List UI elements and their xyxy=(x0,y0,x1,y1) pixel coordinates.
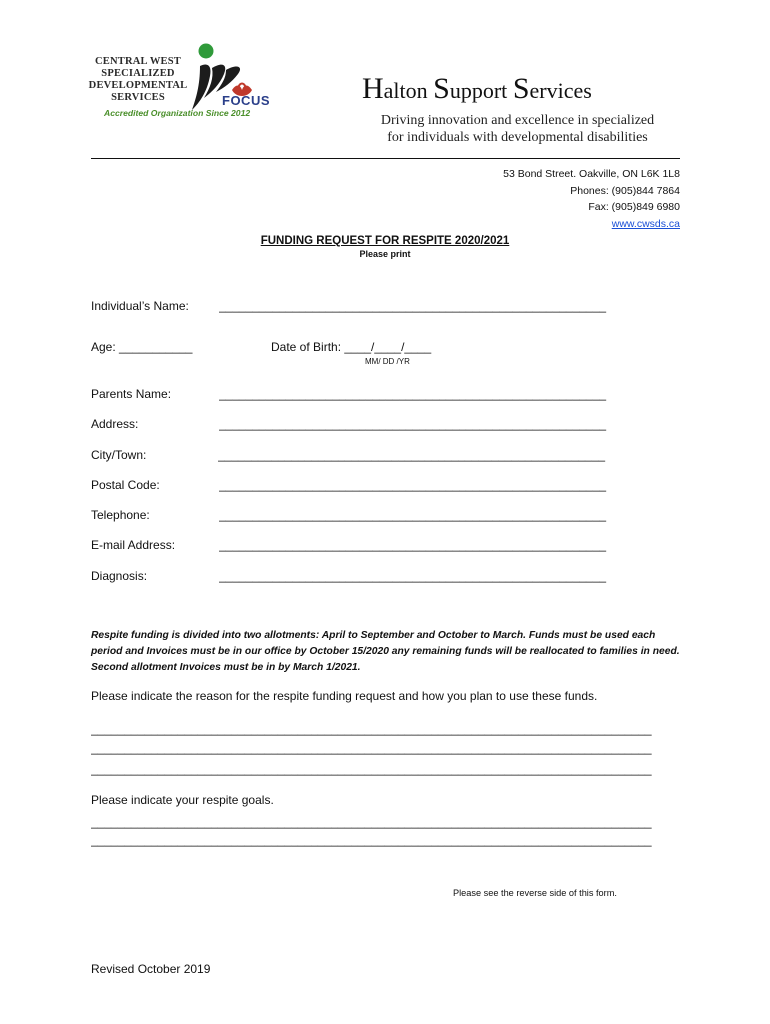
individual-name-field[interactable]: __________________________________________________________ xyxy=(219,299,607,313)
email-label: E-mail Address: xyxy=(91,538,176,552)
goals-line[interactable]: ____________________________________________________________________________________ xyxy=(91,815,652,829)
accreditation-text: Accredited Organization Since 2012 xyxy=(104,108,251,118)
age-field[interactable]: Age: ___________ xyxy=(91,340,193,354)
telephone-label: Telephone: xyxy=(91,508,150,522)
reverse-side-note: Please see the reverse side of this form. xyxy=(453,888,617,898)
reason-line[interactable]: ____________________________________________________________________________________ xyxy=(91,762,652,776)
reason-prompt: Please indicate the reason for the respite funding request and how you plan to use these funds. xyxy=(91,689,598,703)
tagline: Driving innovation and excellence in specialized for individuals with developmental disabilities xyxy=(380,113,655,145)
reason-line[interactable]: ____________________________________________________________________________________ xyxy=(91,741,652,755)
header-divider xyxy=(91,158,680,159)
contact-address: 53 Bond Street. Oakville, ON L6K 1L8 xyxy=(503,168,680,180)
goals-prompt: Please indicate your respite goals. xyxy=(91,793,274,807)
revision-date: Revised October 2019 xyxy=(91,962,211,976)
postal-code-label: Postal Code: xyxy=(91,478,160,492)
reason-line[interactable]: ____________________________________________________________________________________ xyxy=(91,722,652,736)
parents-name-label: Parents Name: xyxy=(91,387,172,401)
diagnosis-label: Diagnosis: xyxy=(91,569,148,583)
address-field[interactable]: __________________________________________________________ xyxy=(219,417,607,431)
diagnosis-field[interactable]: __________________________________________________________ xyxy=(219,569,607,583)
please-print-note: Please print xyxy=(359,249,411,259)
form-title: FUNDING REQUEST FOR RESPITE 2020/2021 xyxy=(260,235,510,247)
contact-phone: Phones: (905)844 7864 xyxy=(570,184,680,197)
website-link[interactable]: www.cwsds.ca xyxy=(611,217,680,230)
date-of-birth-field[interactable]: Date of Birth: ____/____/____ xyxy=(271,340,432,354)
parents-name-field[interactable]: __________________________________________________________ xyxy=(219,387,607,401)
contact-fax: Fax: (905)849 6980 xyxy=(588,201,680,213)
dob-format-hint: MM/ DD /YR xyxy=(365,357,410,366)
city-town-field[interactable]: __________________________________________________________ xyxy=(218,448,606,462)
goals-line[interactable]: ____________________________________________________________________________________ xyxy=(91,833,652,847)
focus-logo-text: FOCUS xyxy=(222,93,270,108)
individual-name-label: Individual’s Name: xyxy=(91,299,189,313)
postal-code-field[interactable]: __________________________________________________________ xyxy=(219,478,607,492)
contact-block xyxy=(503,166,680,232)
email-field[interactable]: __________________________________________________________ xyxy=(219,538,607,552)
address-label: Address: xyxy=(91,417,139,431)
telephone-field[interactable]: __________________________________________________________ xyxy=(219,508,607,522)
city-town-label: City/Town: xyxy=(91,448,147,462)
funding-note: Respite funding is divided into two allotments: April to September and October to March. Funds must be used each period and Invoices must be in our office by October 15/2020 any remaining funds will be reallocated to families in need. Second allotment Invoices must be in by March 1/2021. xyxy=(91,630,680,673)
org-name: Halton Support Services xyxy=(362,72,592,105)
cwsds-logo-text: CENTRAL WEST SPECIALIZED DEVELOPMENTAL SERVICES xyxy=(88,56,188,103)
